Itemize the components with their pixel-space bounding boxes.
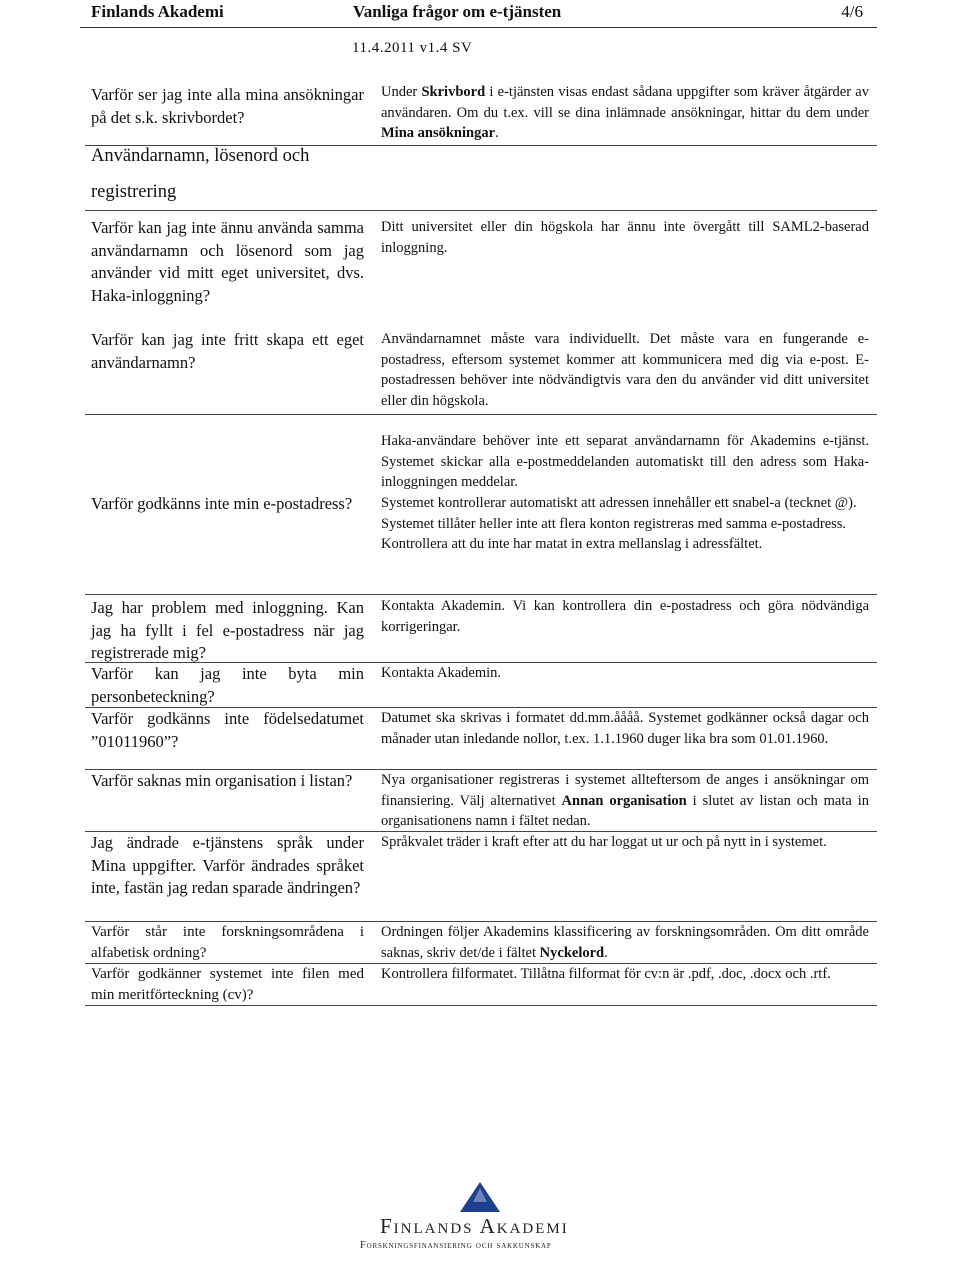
faq-row	[85, 922, 877, 964]
faq-answer	[381, 922, 869, 963]
faq-row	[85, 832, 877, 922]
faq-row	[85, 595, 877, 663]
answer-paragraph: Systemet kontrollerar automatiskt att adressen innehåller ett snabel-a (tecknet @).	[381, 495, 857, 511]
faq-question: Varför ser jag inte alla mina ansökningar på det s.k. skrivbordet?	[91, 85, 364, 127]
faq-answer: Kontakta Akademin.	[381, 665, 502, 681]
faq-question: Varför saknas min organisation i listan?	[91, 771, 353, 790]
faq-row	[85, 82, 877, 146]
faq-question: Varför godkänns inte födelsedatumet ”01011960”?	[91, 709, 364, 751]
faq-row	[85, 770, 877, 832]
answer-text: .	[604, 944, 608, 961]
faq-answer	[381, 329, 869, 411]
logo-name: Finlands Akademi	[380, 1214, 569, 1238]
answer-text: .	[495, 125, 499, 142]
academy-logo	[360, 1186, 600, 1256]
answer-text: i slutet av listan och mata in organisationens namn i fältet nedan.	[381, 792, 869, 830]
faq-question: Varför kan jag inte ännu använda samma användarnamn och lösenord som jag använder vid mitt eget universitet, dvs. Haka-inloggning?	[91, 218, 364, 305]
faq-row	[85, 708, 877, 770]
logo-triangle-icon	[460, 1182, 500, 1214]
faq-answer: Kontrollera filformatet. Tillåtna filformat för cv:n är .pdf, .doc, .docx och .rtf.	[381, 966, 831, 982]
section-title: Användarnamn, lösenord och registrering	[91, 146, 310, 202]
answer-paragraph: Systemet tillåter heller inte att flera konton registreras med samma e-postadress.	[381, 515, 847, 532]
faq-row	[85, 210, 877, 415]
header-rule	[80, 27, 877, 28]
logo-tagline: Forskningsfinansiering och sakkunskap	[360, 1240, 552, 1251]
faq-question: Jag har problem med inloggning. Kan jag ha fyllt i fel e-postadress när jag registrerade mig?	[91, 598, 364, 662]
faq-question: Jag ändrade e-tjänstens språk under Mina uppgifter. Varför ändrades språket inte, fastän jag redan sparade ändringen?	[91, 833, 364, 897]
answer-bold: Mina ansökningar	[381, 125, 496, 142]
answer-bold: Nyckelord	[539, 944, 605, 961]
faq-answer: Datumet ska skrivas i formatet dd.mm.åååå. Systemet godkänner också dagar och månader utan inledande nollor, t.ex. 1.1.1960 duger lika bra som 01.01.1960.	[381, 710, 869, 747]
answer-paragraph: Kontrollera att du inte har matat in extra mellanslag i adressfältet.	[381, 536, 763, 553]
answer-text: Ordningen följer Akademins klassificering av forskningsområden. Om ditt område saknas, skriv det/de i fältet	[381, 924, 869, 961]
faq-answer: Kontakta Akademin. Vi kan kontrollera din e-postadress och göra nödvändiga korrigeringar.	[381, 598, 869, 635]
answer-text: Nya organisationer registreras i systemet allteftersom de anges i ansökningar om finansiering. Välj alternativet	[381, 772, 869, 809]
faq-question: Varför kan jag inte byta min personbeteckning?	[91, 664, 364, 706]
header-org: Finlands Akademi	[91, 2, 224, 21]
faq-row	[85, 964, 877, 1006]
answer-text: Under	[381, 84, 422, 100]
faq-answer: Språkvalet träder i kraft efter att du har loggat ut ur och på nytt in i systemet.	[381, 834, 827, 850]
faq-question: Varför godkänner systemet inte filen med min meritförteckning (cv)?	[91, 966, 364, 1003]
faq-answer: Ditt universitet eller din högskola har ännu inte övergått till SAML2-baserad inloggning.	[381, 219, 869, 256]
faq-answer: Haka-användare behöver inte ett separat användarnamn för Akademins e-tjänst. Systemet skickar alla e-postmeddelanden automatiskt till den adress som Haka-inloggningen meddelar.	[381, 433, 869, 491]
section-row	[85, 146, 877, 210]
answer-bold: Annan organisation	[561, 792, 687, 809]
faq-row	[85, 663, 877, 708]
header-title: Vanliga frågor om e-tjänsten	[353, 2, 562, 21]
page-header	[91, 0, 877, 28]
faq-question: Varför godkänns inte min e-postadress?	[91, 494, 353, 513]
faq-answer	[381, 770, 869, 832]
answer-paragraph: Användarnamnet måste vara individuellt. Det måste vara en fungerande e-postadress, eftersom systemet kommer att kommunicera med dig via e-post. E-postadressen behöver inte nödvändigtvis vara den du använder vid ditt universitet eller din högskola.	[381, 331, 869, 409]
faq-answer	[381, 493, 869, 555]
faq-row	[85, 415, 877, 595]
page-number: 4/6	[841, 2, 863, 21]
answer-text: i e-tjänsten visas endast sådana uppgifter som kräver åtgärder av användaren. Om du t.ex. vill se dina inlämnade ansökningar, hittar du dem under	[381, 84, 869, 121]
faq-question: Varför kan jag inte fritt skapa ett eget användarnamn?	[91, 330, 364, 372]
answer-bold: Skrivbord	[421, 84, 486, 100]
version-label: 11.4.2011 v1.4 SV	[352, 40, 473, 56]
faq-question: Varför står inte forskningsområdena i alfabetisk ordning?	[91, 924, 364, 961]
faq-answer	[381, 82, 869, 144]
